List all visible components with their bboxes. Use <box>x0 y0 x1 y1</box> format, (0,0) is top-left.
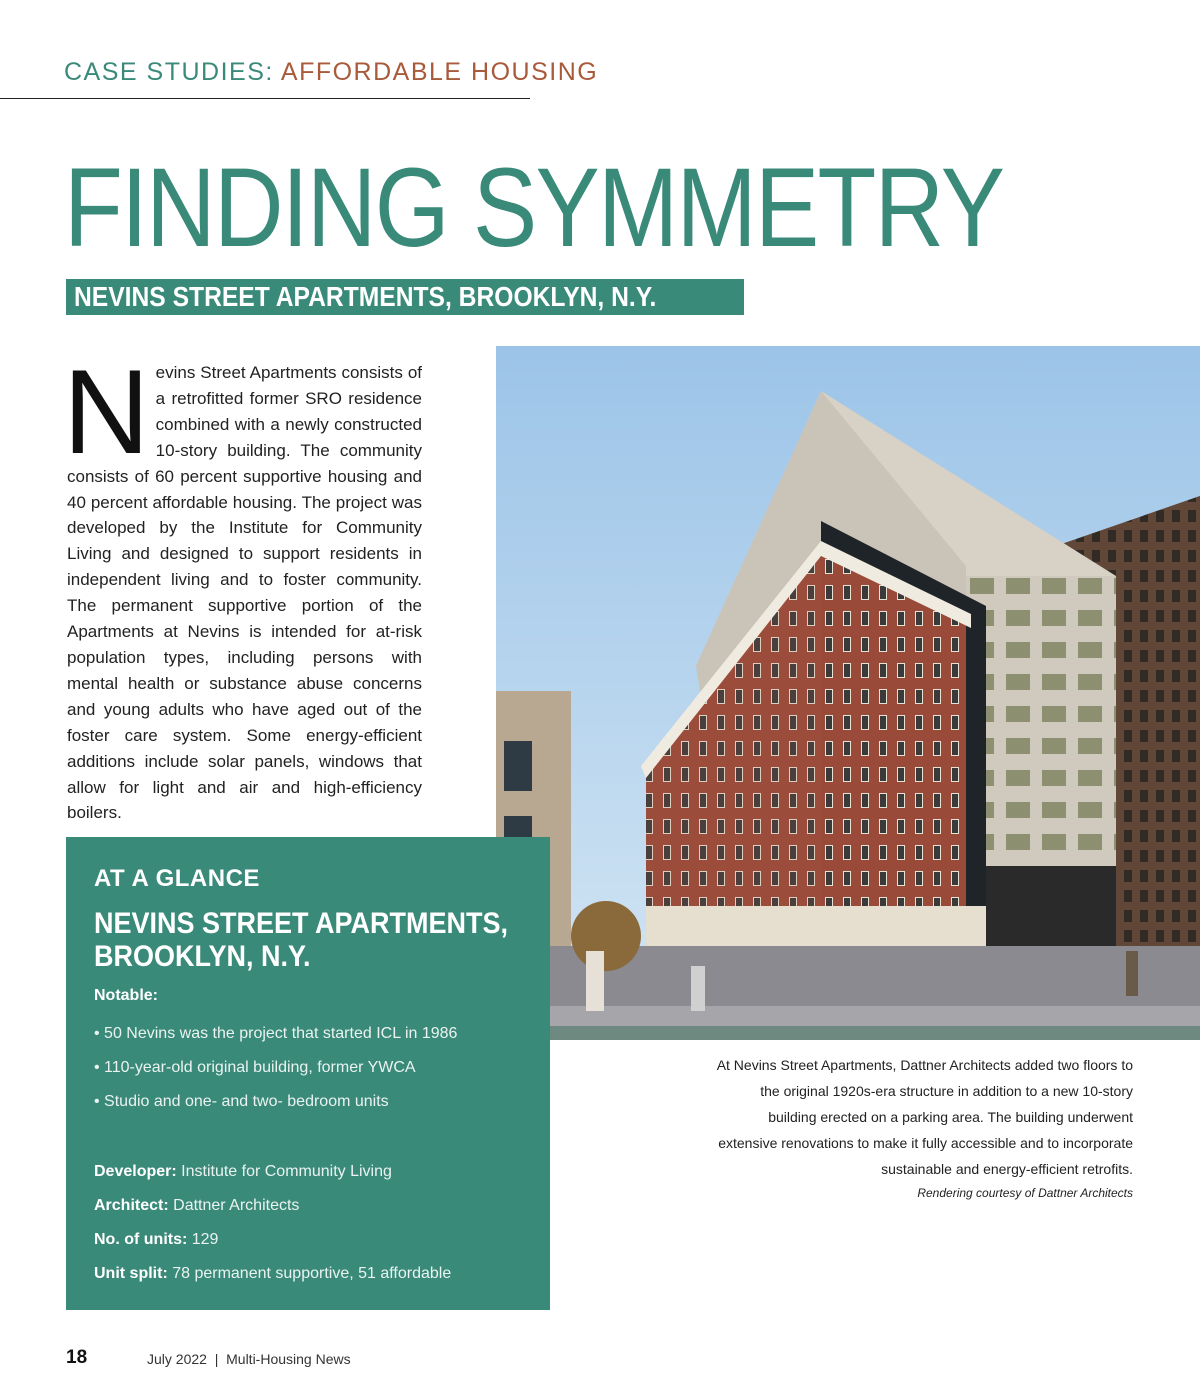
article-body-text: evins Street Apartments consists of a retrofitted former SRO residence combined with a newly constructed 10-story building. The community consists of 60 percent supportive housing and 40 percent affordable housing. The project was developed by the Institute for Community Living and designed to support residents in independent living and to foster community. The permanent supportive portion of the Apartments at Nevins is intended for at-risk population types, including persons with mental health or substance abuse concerns and young adults who have aged out of the foster care system. Some energy-efficient additions include solar panels, windows that allow for light and air and high-efficiency boilers. <box>67 363 422 823</box>
architect-fact <box>94 1189 522 1223</box>
notable-label: Notable: <box>94 987 158 1004</box>
notable-item: • 110-year-old original building, former YWCA <box>94 1059 416 1076</box>
project-facts <box>94 1155 522 1291</box>
section-rule <box>0 98 530 99</box>
units-value: 129 <box>187 1231 219 1248</box>
glance-heading: AT A GLANCE <box>94 865 260 892</box>
photo-credit: Rendering courtesy of Dattner Architects <box>917 1186 1133 1200</box>
subtitle-bar <box>66 279 744 315</box>
page-number: 18 <box>66 1347 88 1368</box>
units-fact <box>94 1223 522 1257</box>
architect-value: Dattner Architects <box>168 1197 300 1214</box>
units-label: No. of units: <box>94 1231 188 1248</box>
notable-item: • Studio and one- and two- bedroom units <box>94 1093 389 1110</box>
at-a-glance-box <box>66 837 550 1310</box>
architect-label: Architect: <box>94 1197 169 1214</box>
section-prefix: CASE STUDIES: <box>64 58 281 86</box>
issue-info: July 2022 | Multi-Housing News <box>147 1351 351 1367</box>
developer-label: Developer: <box>94 1163 177 1180</box>
section-label <box>64 58 598 87</box>
split-label: Unit split: <box>94 1265 168 1282</box>
notable-item: • 50 Nevins was the project that started ICL in 1986 <box>94 1025 458 1042</box>
building-rendering <box>496 346 1200 1040</box>
article-body <box>63 345 422 826</box>
glance-project-name: NEVINS STREET APARTMENTS, BROOKLYN, N.Y. <box>94 907 509 973</box>
article-subtitle: NEVINS STREET APARTMENTS, BROOKLYN, N.Y. <box>74 281 657 312</box>
drop-cap: N <box>63 345 150 479</box>
developer-fact <box>94 1155 522 1189</box>
split-value: 78 permanent supportive, 51 affordable <box>167 1265 452 1282</box>
notable-list <box>94 1017 522 1119</box>
section-topic: AFFORDABLE HOUSING <box>280 58 599 86</box>
article-title: FINDING SYMMETRY <box>64 145 1004 270</box>
developer-value: Institute for Community Living <box>176 1163 392 1180</box>
photo-caption: At Nevins Street Apartments, Dattner Architects added two floors to the original 1920s-era structure in addition to a new 10-story building erected on a parking area. The building underwent extensive renovations to make it fully accessible and to incorporate sustainable and energy-efficient retrofits. <box>716 1057 1133 1177</box>
split-fact <box>94 1257 522 1291</box>
